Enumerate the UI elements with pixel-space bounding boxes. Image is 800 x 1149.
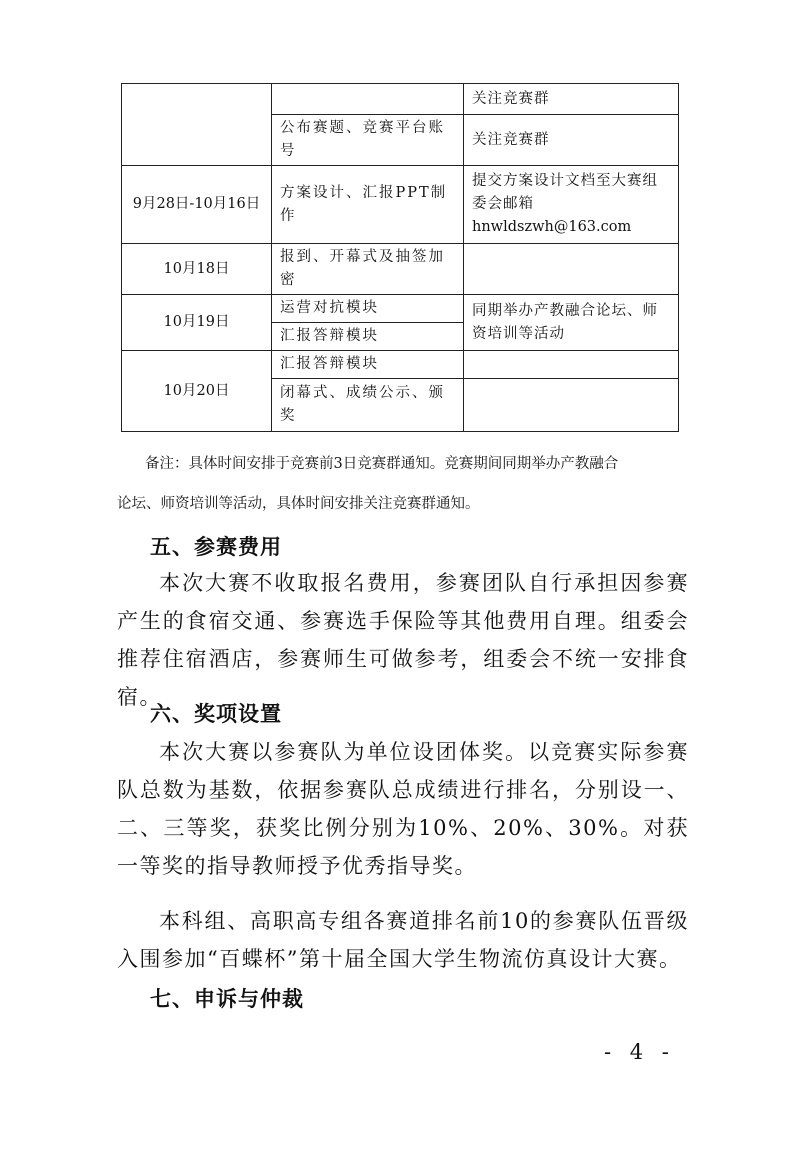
table-row <box>122 351 679 379</box>
date-cell: 10月20日 <box>122 351 272 432</box>
module-cell: 公布赛题、竞赛平台账号 <box>272 115 464 166</box>
date-cell: 10月19日 <box>122 295 272 351</box>
date-cell: 9月28日-10月16日 <box>122 166 272 244</box>
module-cell: 方案设计、汇报PPT制作 <box>272 166 464 244</box>
module-cell: 运营对抗模块 <box>272 295 464 323</box>
note-cell <box>464 379 679 432</box>
table-row <box>122 244 679 295</box>
table-row <box>122 295 679 323</box>
note-text: 提交方案设计文档至大赛组委会邮箱 <box>472 173 658 212</box>
module-cell: 汇报答辩模块 <box>272 323 464 351</box>
section-heading-fee: 五、参赛费用 <box>150 535 282 559</box>
module-cell: 汇报答辩模块 <box>272 351 464 379</box>
awards-paragraph: 本次大赛以参赛队为单位设团体奖。以竞赛实际参赛队总数为基数，依据参赛队总成绩进行排名，分别设一、二、三等奖，获奖比例分别为10%、20%、30%。对获一等奖的指导教师授予优秀指导奖。 <box>117 740 689 878</box>
note-cell <box>464 166 679 244</box>
page-number: - 4 - <box>604 1040 675 1064</box>
module-cell: 闭幕式、成绩公示、颁奖 <box>272 379 464 432</box>
remark-line: 备注：具体时间安排于竞赛前3日竞赛群通知。竞赛期间同期举办产教融合 <box>145 456 619 472</box>
awards-paragraph: 本科组、高职高专组各赛道排名前10的参赛队伍晋级入围参加“百蝶杯”第十届全国大学生物流仿真设计大赛。 <box>117 909 689 971</box>
note-cell: 同期举办产教融合论坛、师资培训等活动 <box>464 295 679 351</box>
date-cell: 10月18日 <box>122 244 272 295</box>
email-address: hnwldszwh@163.com <box>472 219 632 235</box>
section-heading-awards: 六、奖项设置 <box>150 702 282 726</box>
note-cell <box>464 351 679 379</box>
schedule-table <box>121 83 679 432</box>
note-cell: 关注竞赛群 <box>464 84 679 115</box>
fee-paragraph: 本次大赛不收取报名费用，参赛团队自行承担因参赛产生的食宿交通、参赛选手保险等其他费用自理。组委会推荐住宿酒店，参赛师生可做参考，组委会不统一安排食宿。 <box>117 571 689 709</box>
remark-line: 论坛、师资培训等活动，具体时间安排关注竞赛群通知。 <box>117 496 480 512</box>
module-cell <box>272 84 464 115</box>
note-cell <box>464 244 679 295</box>
date-cell <box>122 84 272 166</box>
module-cell: 报到、开幕式及抽签加密 <box>272 244 464 295</box>
table-row <box>122 84 679 115</box>
section-heading-appeal: 七、申诉与仲裁 <box>150 987 304 1011</box>
table-row <box>122 166 679 244</box>
note-cell: 关注竞赛群 <box>464 115 679 166</box>
